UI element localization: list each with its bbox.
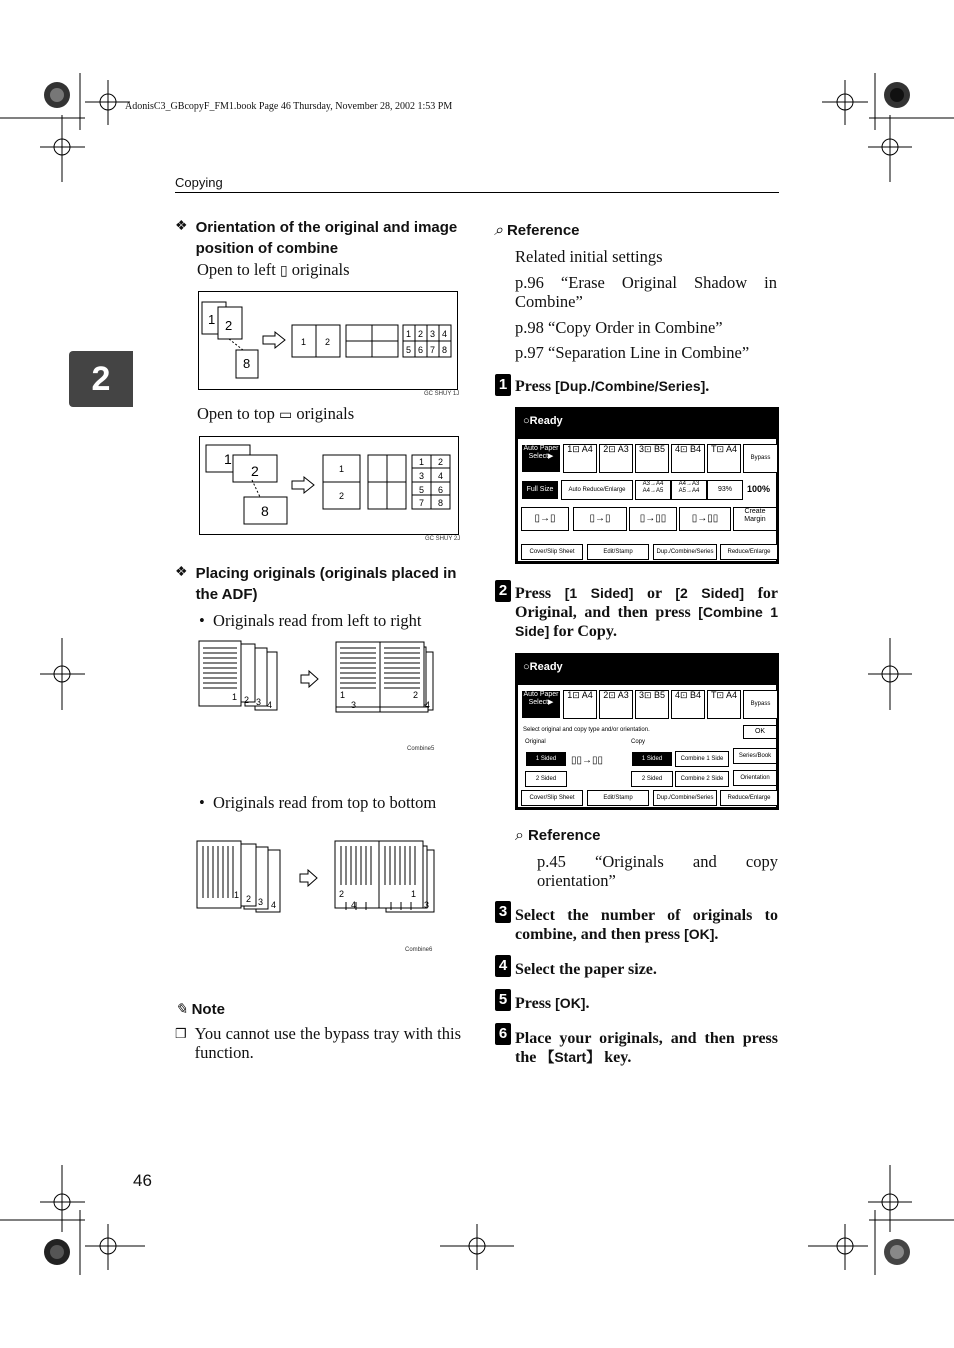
step-2-b: or <box>633 585 676 602</box>
svg-text:2: 2 <box>251 463 259 479</box>
page-number: 46 <box>133 1171 152 1190</box>
checkbox-bullet-icon: ❒ <box>175 1026 187 1041</box>
svg-text:2: 2 <box>413 690 419 700</box>
reference-title-row <box>494 222 580 240</box>
svg-text:5: 5 <box>406 345 412 355</box>
magnifier-icon: ⌕ <box>515 827 524 844</box>
bullet-dot: • <box>199 793 214 812</box>
svg-text:5: 5 <box>419 485 425 495</box>
combine-duplex-button[interactable] <box>679 507 731 531</box>
step-3-post: . <box>714 926 719 943</box>
step-2-c: for Original, and then press <box>515 585 779 621</box>
svg-text:6: 6 <box>438 485 444 495</box>
ready-status-text: Ready <box>529 661 563 673</box>
svg-text:2: 2 <box>339 889 345 899</box>
figure-open-left <box>198 291 458 390</box>
open-top-suffix: originals <box>296 404 355 423</box>
step-6-pre: Place your originals, and then press the <box>515 1030 778 1066</box>
step-5-key: [OK] <box>555 995 586 1011</box>
tray-2-button[interactable]: 2⊡ A3 <box>599 444 633 473</box>
svg-text:4: 4 <box>442 329 448 339</box>
svg-text:1: 1 <box>232 692 238 702</box>
svg-text:1: 1 <box>301 337 307 347</box>
svg-text:3: 3 <box>256 697 262 707</box>
running-head: Copying <box>175 175 223 190</box>
diamond-bullet-icon: ❖ <box>175 217 188 233</box>
ready-status: ○Ready <box>523 415 563 427</box>
open-left-line <box>197 260 350 280</box>
combine-mode-button[interactable] <box>629 507 677 531</box>
svg-text:1: 1 <box>224 451 232 467</box>
note-item <box>175 1024 461 1062</box>
duplex-arrow-icon: ▯→▯ <box>589 513 611 524</box>
step-2-key-2: [2 Sided] <box>675 585 745 601</box>
bypass-button[interactable]: Bypass <box>743 690 778 719</box>
step-4-number: 4 <box>495 955 511 977</box>
figure-top-to-bottom-code: Combine6 <box>405 947 433 953</box>
svg-text:8: 8 <box>442 345 448 355</box>
file-info-line: AdonisC3_GBcopyF_FM1.book Page 46 Thursday, November 28, 2002 1:53 PM <box>125 101 453 112</box>
step-2-a: Press <box>515 585 565 602</box>
copier-screen-1 <box>515 407 779 564</box>
tab-edit-stamp[interactable]: Edit/Stamp <box>587 790 649 806</box>
reference-item-3: p.97 “Separation Line in Combine” <box>515 343 750 362</box>
open-top-line <box>197 404 354 424</box>
reference-2-title: Reference <box>527 827 601 844</box>
tray-4-button[interactable]: 4⊡ B4 <box>671 444 705 473</box>
step-5-number: 5 <box>495 989 511 1011</box>
auto-reduce-enlarge-button[interactable]: Auto Reduce/Enlarge <box>561 480 633 500</box>
reference-title: Reference <box>506 222 580 239</box>
orientation-button[interactable]: Orientation <box>733 770 777 786</box>
orientation-heading: Orientation of the original and image position of combine <box>195 219 458 257</box>
svg-text:4: 4 <box>271 900 277 910</box>
step-3-pre: Select the number of originals to combine, and then press <box>515 907 778 943</box>
svg-text:2: 2 <box>418 329 424 339</box>
reference-item-1: p.96 “Erase Original Shadow in Combine” <box>515 273 777 311</box>
figure-left-to-right-code: Combine5 <box>407 746 435 752</box>
header-rule <box>175 192 779 193</box>
zoom-readout: 100% <box>747 484 771 494</box>
svg-text:4: 4 <box>425 700 431 710</box>
svg-text:1: 1 <box>339 464 345 474</box>
step-2-key-3: [Combine 1 Side] <box>515 604 778 639</box>
open-top-label: Open to top <box>197 404 275 423</box>
svg-text:8: 8 <box>261 503 269 519</box>
pencil-icon: ✎ <box>175 1001 188 1018</box>
step-3-text <box>515 906 778 944</box>
reference-item-2: p.98 “Copy Order in Combine” <box>515 318 723 337</box>
svg-text:2: 2 <box>438 457 444 467</box>
chapter-tab: 2 <box>69 351 133 407</box>
figure-open-left-code: GC SHUY 1J <box>424 391 460 397</box>
ready-status: ○Ready <box>523 661 563 673</box>
combine-arrow-icon: ▯→▯▯ <box>691 513 719 524</box>
svg-text:1: 1 <box>419 457 425 467</box>
step-1-post: . <box>705 378 710 395</box>
step-5-text <box>515 994 589 1013</box>
note-title: Note <box>191 1001 225 1018</box>
svg-text:2: 2 <box>244 695 250 705</box>
reference-2-title-row <box>515 827 601 845</box>
auto-paper-select-button[interactable]: Auto Paper Select▶ <box>521 690 561 719</box>
original-2-sided-button[interactable]: 2 Sided <box>525 771 567 787</box>
svg-text:6: 6 <box>418 345 424 355</box>
svg-text:4: 4 <box>438 471 444 481</box>
svg-text:2: 2 <box>325 337 331 347</box>
open-left-suffix: originals <box>291 260 350 279</box>
step-6-key: 【Start】 <box>540 1049 601 1065</box>
combine-1-side-button[interactable]: Combine 1 Side <box>675 751 729 767</box>
diamond-bullet-icon: ❖ <box>175 563 188 579</box>
duplex-mode-1-button[interactable] <box>521 507 569 531</box>
combine-preview-icon: ▯▯→▯▯ <box>571 755 604 766</box>
tab-edit-stamp[interactable]: Edit/Stamp <box>587 544 649 560</box>
original-1-sided-button[interactable]: 1 Sided <box>525 751 567 767</box>
reference-intro: Related initial settings <box>515 247 663 266</box>
portrait-page-icon: ▯ <box>279 262 288 278</box>
combine-2-side-button[interactable]: Combine 2 Side <box>675 771 729 787</box>
svg-text:3: 3 <box>424 900 430 910</box>
svg-text:4: 4 <box>267 700 273 710</box>
step-6-text <box>515 1029 778 1067</box>
tray-t-button[interactable]: T⊡ A4 <box>707 690 741 719</box>
svg-text:3: 3 <box>351 700 357 710</box>
tab-reduce-enlarge[interactable]: Reduce/Enlarge <box>720 790 778 806</box>
svg-text:3: 3 <box>430 329 436 339</box>
magnifier-icon: ⌕ <box>494 222 503 239</box>
combine-arrow-icon: ▯→▯▯ <box>639 513 667 524</box>
tray-2-button[interactable]: 2⊡ A3 <box>599 690 633 719</box>
step-1-pre: Press <box>515 378 556 395</box>
figure-open-top-code: GC SHUY 2J <box>425 536 461 542</box>
step-2-key-1: [1 Sided] <box>564 585 634 601</box>
tray-1-button[interactable]: 1⊡ A4 <box>563 444 597 473</box>
step-5-post: . <box>585 995 590 1012</box>
ok-button[interactable]: OK <box>743 725 777 739</box>
figure-open-top <box>199 436 459 535</box>
note-title-row <box>175 1000 225 1019</box>
duplex-mode-2-button[interactable] <box>573 507 627 531</box>
svg-text:1: 1 <box>411 889 417 899</box>
step-1-key: [Dup./Combine/Series] <box>555 378 706 394</box>
tab-cover-slip[interactable]: Cover/Slip Sheet <box>521 544 583 560</box>
svg-text:8: 8 <box>438 498 444 508</box>
figure-open-top-drawing <box>200 437 458 534</box>
tray-3-button[interactable]: 3⊡ B5 <box>635 444 669 473</box>
ratio-a4-a3-button[interactable]: A4→A3 A5→A4 <box>671 480 707 500</box>
step-6-number: 6 <box>495 1023 511 1045</box>
create-margin-button[interactable]: Create Margin <box>733 507 777 531</box>
svg-text:4: 4 <box>351 900 357 910</box>
svg-text:3: 3 <box>258 897 264 907</box>
svg-text:1: 1 <box>406 329 412 339</box>
ratio-a3-a4-button[interactable]: A3→A4 A4→A5 <box>635 480 671 500</box>
bullet-left-right <box>199 611 422 630</box>
step-2-text <box>515 584 778 641</box>
tab-cover-slip[interactable]: Cover/Slip Sheet <box>521 790 583 806</box>
svg-text:8: 8 <box>243 356 251 371</box>
step-5-pre: Press <box>515 995 556 1012</box>
figure-top-to-bottom <box>196 840 441 915</box>
step-3-number: 3 <box>495 901 511 923</box>
placing-heading: Placing originals (originals placed in the ADF) <box>195 565 457 603</box>
ready-status-text: Ready <box>529 415 563 427</box>
step-1-text <box>515 377 709 396</box>
bullet-top-bottom-text: Originals read from top to bottom <box>213 793 437 812</box>
copy-1-sided-button[interactable]: 1 Sided <box>631 751 673 767</box>
svg-text:1: 1 <box>208 312 216 327</box>
reference-2-text: p.45 “Originals and copy orientation” <box>537 852 778 890</box>
step-2-d: for Copy. <box>549 623 617 640</box>
svg-text:1: 1 <box>340 690 346 700</box>
tab-dup-combine-series[interactable]: Dup./Combine/Series <box>653 544 717 560</box>
step-4-text: Select the paper size. <box>515 961 657 978</box>
tray-1-button[interactable]: 1⊡ A4 <box>563 690 597 719</box>
step-1-number: 1 <box>495 374 511 396</box>
bullet-dot: • <box>199 611 214 630</box>
series-book-button[interactable]: Series/Book <box>733 748 777 764</box>
tray-3-button[interactable]: 3⊡ B5 <box>635 690 669 719</box>
bypass-button[interactable]: Bypass <box>743 444 778 473</box>
svg-text:2: 2 <box>246 894 252 904</box>
auto-paper-select-button[interactable]: Auto Paper Select▶ <box>521 444 561 473</box>
svg-text:2: 2 <box>225 318 233 333</box>
figure-left-to-right <box>197 640 442 715</box>
open-left-label: Open to left <box>197 260 276 279</box>
copy-label: Copy <box>631 739 646 745</box>
landscape-page-icon: ▭ <box>279 406 293 422</box>
copier-screen-2 <box>515 653 779 810</box>
step-2-number: 2 <box>495 580 511 602</box>
step-6-post: key. <box>600 1049 632 1066</box>
bullet-top-bottom <box>199 793 461 812</box>
figure-open-left-drawing <box>199 292 457 389</box>
orientation-section <box>175 217 461 259</box>
original-label: Original <box>525 739 546 745</box>
svg-text:3: 3 <box>419 471 425 481</box>
step-3-key: [OK] <box>684 926 715 942</box>
instruction-text: Select original and copy type and/or orientation. <box>523 727 650 733</box>
tab-dup-combine-series[interactable]: Dup./Combine/Series <box>653 790 717 806</box>
svg-text:1: 1 <box>234 890 240 900</box>
duplex-arrow-icon: ▯→▯ <box>534 513 556 524</box>
full-size-button[interactable]: Full Size <box>521 480 559 500</box>
tray-t-button[interactable]: T⊡ A4 <box>707 444 741 473</box>
svg-text:7: 7 <box>430 345 436 355</box>
placing-section <box>175 563 461 605</box>
note-text: You cannot use the bypass tray with this function. <box>194 1024 461 1062</box>
bullet-left-right-text: Originals read from left to right <box>213 611 422 630</box>
tray-4-button[interactable]: 4⊡ B4 <box>671 690 705 719</box>
svg-text:7: 7 <box>419 498 425 508</box>
copy-2-sided-button[interactable]: 2 Sided <box>631 771 673 787</box>
ratio-93-button[interactable]: 93% <box>707 480 743 500</box>
svg-text:2: 2 <box>339 491 345 501</box>
tab-reduce-enlarge[interactable]: Reduce/Enlarge <box>720 544 778 560</box>
